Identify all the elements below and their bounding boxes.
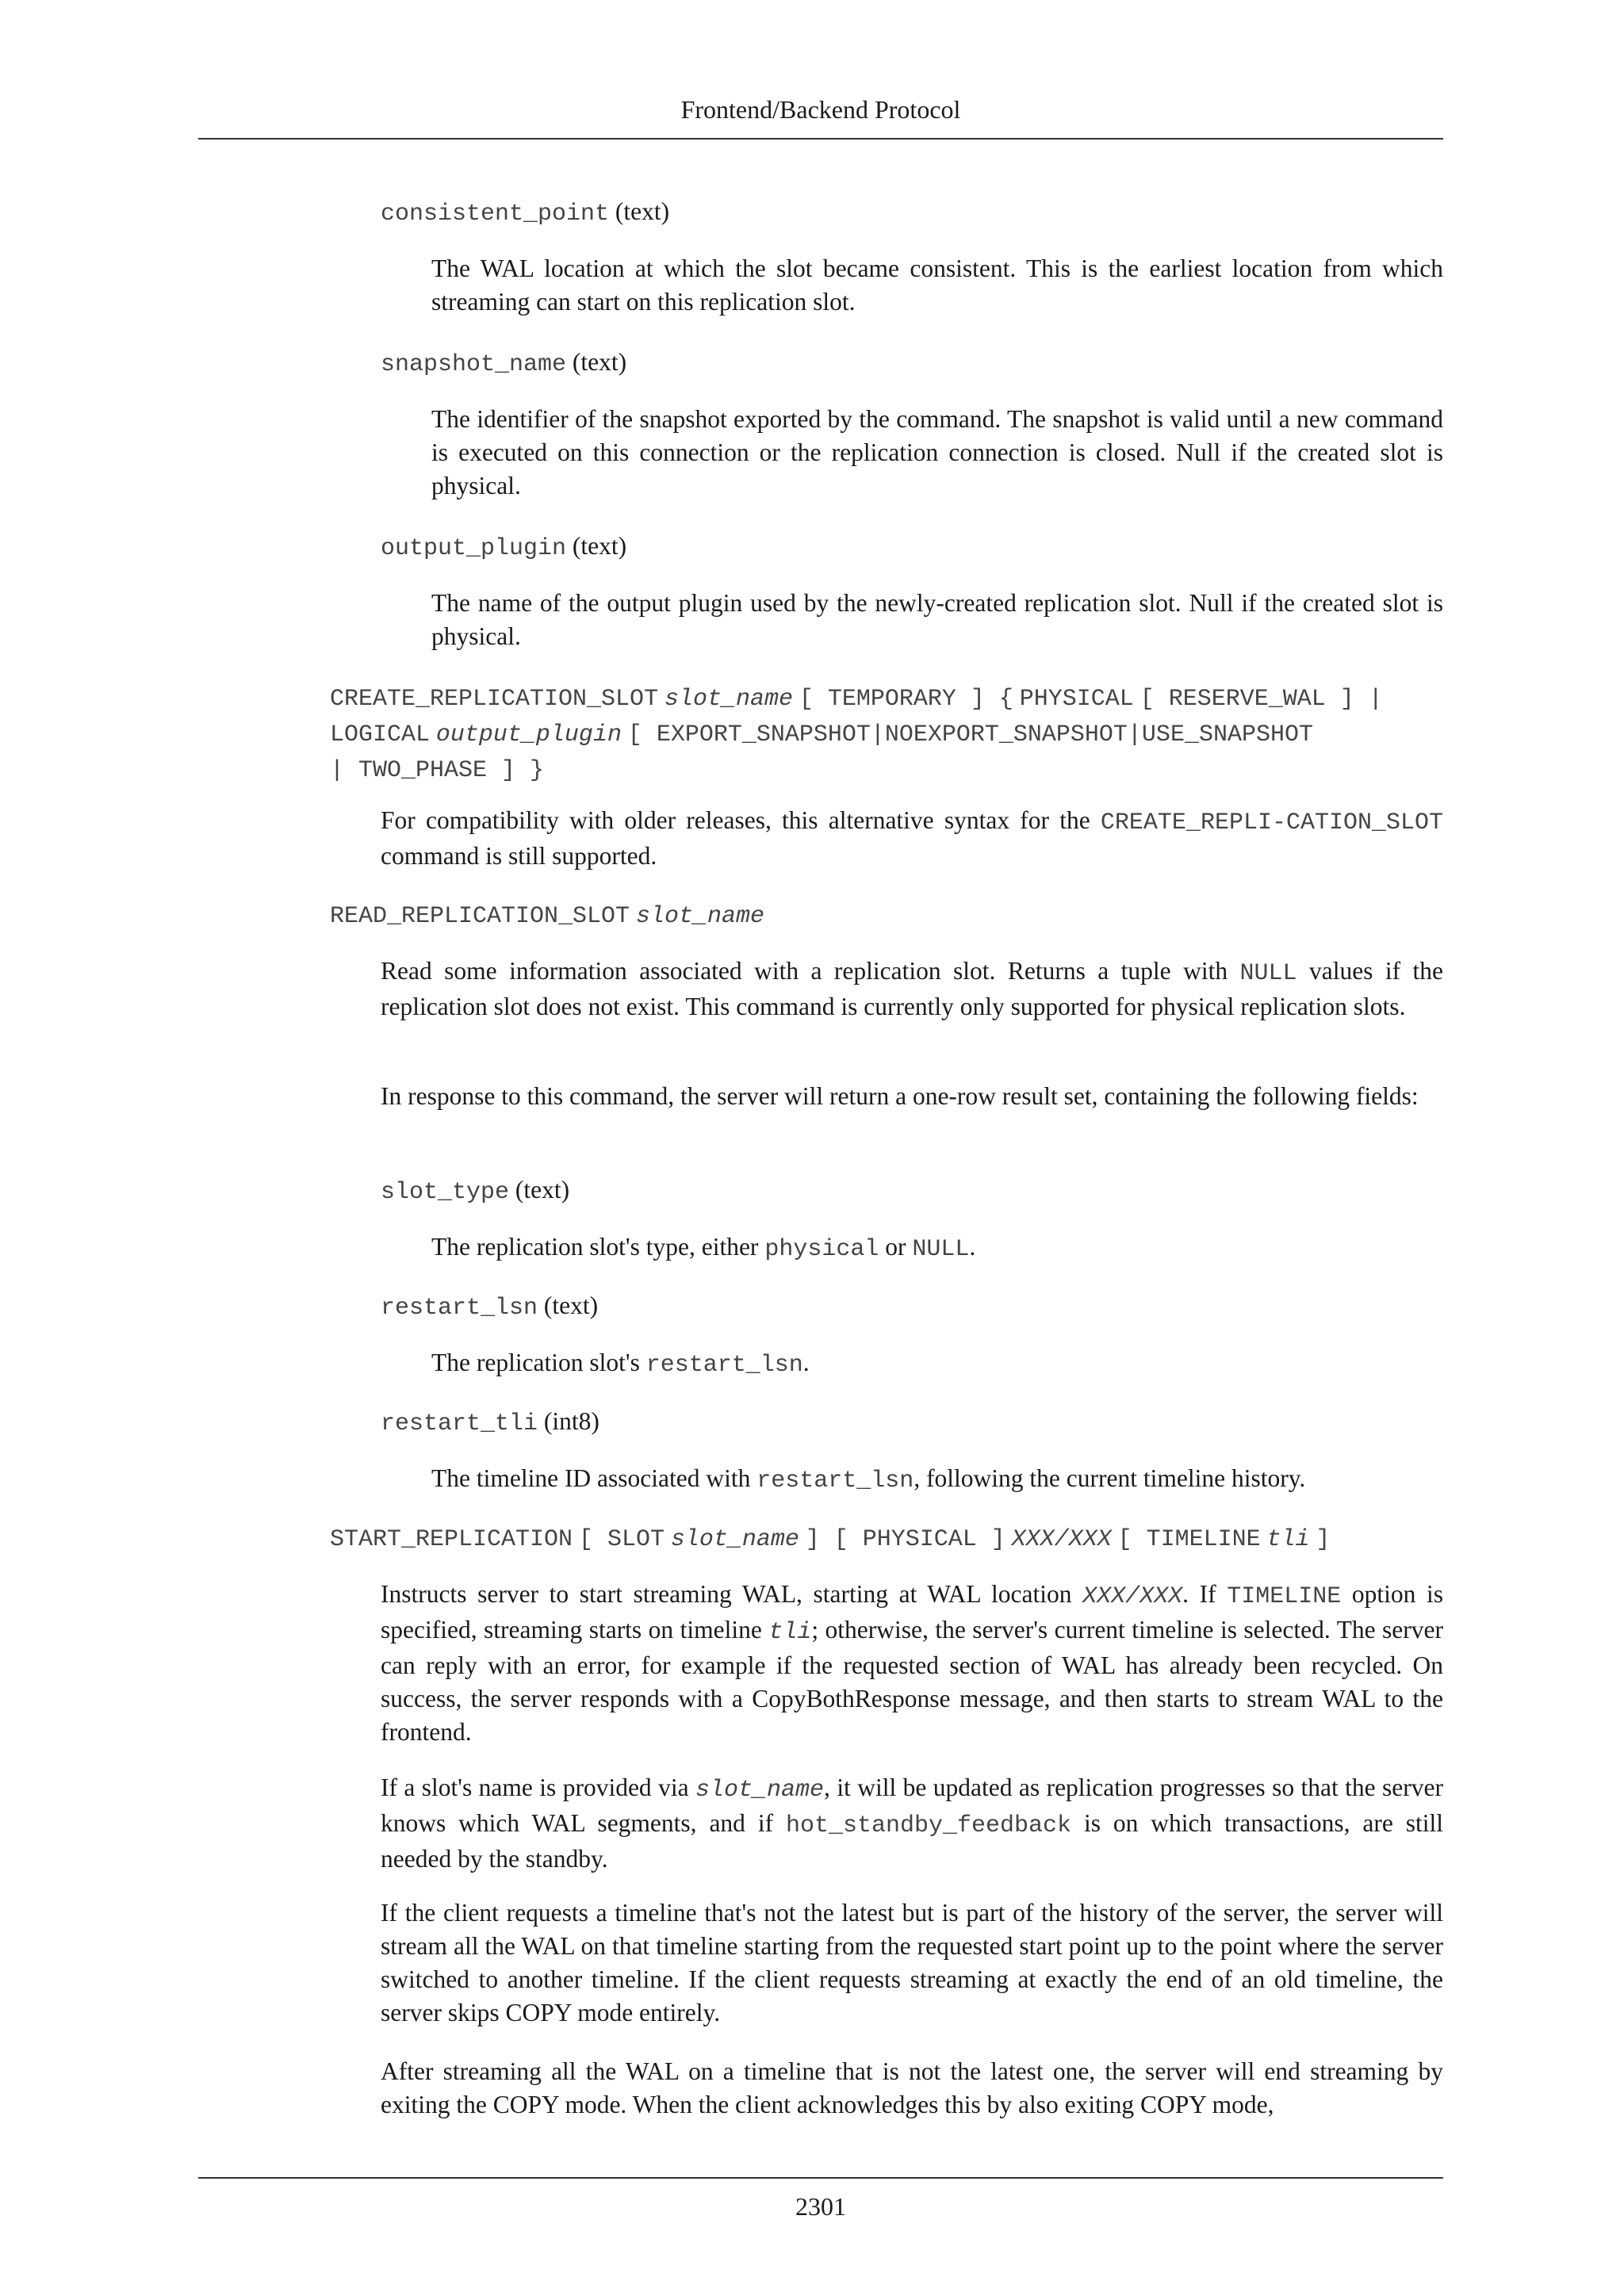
page-number: 2301 <box>795 2192 846 2221</box>
inline-code: restart_lsn <box>645 1352 803 1379</box>
inline-code: NULL <box>912 1236 970 1263</box>
command-option: ] [ PHYSICAL ] <box>805 1526 1005 1553</box>
command-name: CREATE_REPLICATION_SLOT <box>330 686 659 713</box>
command-desc-start-replication-3: If the client requests a timeline that's not the latest but is part of the history of the server, the server will stream all the WAL on that timeline starting from the requested start point up to the point where the server switched to another timeline. If the client requests streaming at exactly the end of an old timeline, the server skips COPY mode entirely. <box>381 1899 1443 2026</box>
command-desc-start-replication-4: After streaming all the WAL on a timeline that is not the latest one, the server will end streaming by exiting the COPY mode. When the client acknowledges this by also exiting COPY mode, <box>381 2057 1443 2118</box>
command-option: [ EXPORT_SNAPSHOT|NOEXPORT_SNAPSHOT|USE_SNAPSHOT <box>627 721 1313 748</box>
inline-code: NULL <box>1239 960 1297 987</box>
field-name: slot_type <box>381 1179 510 1206</box>
text: . If <box>1182 1580 1216 1608</box>
text: The replication slot's type, either <box>431 1233 759 1261</box>
field-desc-snapshot-name: The identifier of the snapshot exported by the command. The snapshot is valid until a new command is executed on this connection or the replication connection is closed. Null if the created slot is physical. <box>431 405 1443 499</box>
command-name: READ_REPLICATION_SLOT <box>330 903 630 930</box>
field-type: (text) <box>572 348 627 376</box>
text: The timeline ID associated with <box>431 1464 751 1492</box>
command-option: LOGICAL <box>330 721 431 748</box>
text: For compatibility with older releases, this alternative syntax for the <box>381 806 1090 834</box>
text: or <box>885 1233 906 1261</box>
inline-code: hot_standby_feedback <box>785 1812 1072 1839</box>
field-type: (text) <box>543 1292 599 1319</box>
field-term-snapshot-name <box>381 346 626 381</box>
text: Read some information associated with a replication slot. Returns a tuple with <box>381 957 1228 985</box>
text: values if the replication slot does not exist. This command is currently only supported for physical replication slots. <box>381 957 1444 1020</box>
field-desc-consistent-point: The WAL location at which the slot became consistent. This is the earliest location from which streaming can start on this replication slot. <box>431 254 1443 316</box>
field-type: (text) <box>572 532 627 560</box>
field-desc-output-plugin: The name of the output plugin used by the newly-created replication slot. Null if the created slot is physical. <box>431 589 1443 650</box>
command-arg: XXX/XXX <box>1011 1526 1112 1553</box>
field-term-restart-tli <box>381 1405 599 1441</box>
text: If a slot's name is provided via <box>381 1774 689 1801</box>
command-arg: slot_name <box>670 1526 799 1553</box>
command-desc-start-replication-2 <box>381 1771 1443 1876</box>
field-name: snapshot_name <box>381 351 567 378</box>
text: , following the current timeline history. <box>914 1464 1306 1492</box>
field-desc-restart-tli <box>431 1462 1443 1498</box>
inline-code: TIMELINE <box>1227 1583 1342 1610</box>
text: The replication slot's <box>431 1349 640 1376</box>
command-desc-create-alt <box>381 804 1443 873</box>
command-option: [ SLOT <box>578 1526 665 1553</box>
inline-code: XXX/XXX <box>1082 1583 1183 1610</box>
inline-code: restart_lsn <box>756 1468 914 1494</box>
inline-code: physical <box>764 1236 879 1263</box>
inline-code: slot_name <box>695 1777 825 1804</box>
command-synopsis-start-replication <box>330 1521 1330 1556</box>
field-term-output-plugin <box>381 530 626 565</box>
command-arg: slot_name <box>635 903 764 930</box>
command-arg: output_plugin <box>435 721 622 748</box>
field-term-restart-lsn <box>381 1289 598 1325</box>
command-desc-read-slot-2: In response to this command, the server will return a one-row result set, containing the following fields: <box>381 1082 1419 1110</box>
header-rule <box>198 138 1443 140</box>
command-option: | TWO_PHASE ] } <box>330 757 545 784</box>
text: . <box>969 1233 976 1261</box>
field-desc-slot-type <box>431 1230 1443 1266</box>
command-option: PHYSICAL <box>1019 686 1134 713</box>
field-term-consistent-point <box>381 195 669 231</box>
command-synopsis-create-alt <box>330 680 1443 787</box>
text: ; otherwise, the server's current timeline is selected. The server can reply with an error, for example if the requested section of WAL has already been recycled. On success, the server responds with a CopyBothResponse message, and then starts to stream WAL to the frontend. <box>381 1616 1444 1746</box>
inline-code: CREATE_REPLI-CATION_SLOT <box>1100 809 1443 836</box>
field-name: output_plugin <box>381 535 567 562</box>
command-arg: slot_name <box>664 686 793 713</box>
field-name: restart_lsn <box>381 1295 538 1322</box>
inline-code: tli <box>768 1619 812 1646</box>
command-synopsis-read-slot <box>330 897 764 933</box>
text: , it will be updated as replication progresses so that the server knows which WAL segments, and if <box>381 1774 1443 1837</box>
text: Instructs server to start streaming WAL, starting at WAL location <box>381 1580 1072 1608</box>
command-option: [ TIMELINE <box>1117 1526 1261 1553</box>
command-name: START_REPLICATION <box>330 1526 573 1553</box>
field-type: (int8) <box>543 1407 599 1435</box>
field-name: restart_tli <box>381 1410 538 1437</box>
field-desc-restart-lsn <box>431 1346 1443 1382</box>
command-desc-read-slot <box>381 955 1443 1024</box>
footer-rule <box>198 2177 1443 2179</box>
command-arg: tli <box>1266 1526 1310 1553</box>
command-option: ] <box>1316 1526 1331 1553</box>
text: . <box>802 1349 810 1376</box>
text: command is still supported. <box>381 842 657 870</box>
field-type: (text) <box>615 197 670 225</box>
field-name: consistent_point <box>381 201 610 228</box>
command-option: [ TEMPORARY ] { <box>799 686 1013 713</box>
command-option: [ RESERVE_WAL ] | <box>1139 686 1383 713</box>
text: option is specified, streaming starts on timeline <box>381 1580 1444 1644</box>
text: is on which transactions, are still needed by the standby. <box>381 1809 1444 1873</box>
page-header: Frontend/Backend Protocol <box>680 95 961 124</box>
command-desc-start-replication-1 <box>381 1578 1443 1749</box>
field-type: (text) <box>515 1176 570 1203</box>
field-term-slot-type <box>381 1173 569 1209</box>
